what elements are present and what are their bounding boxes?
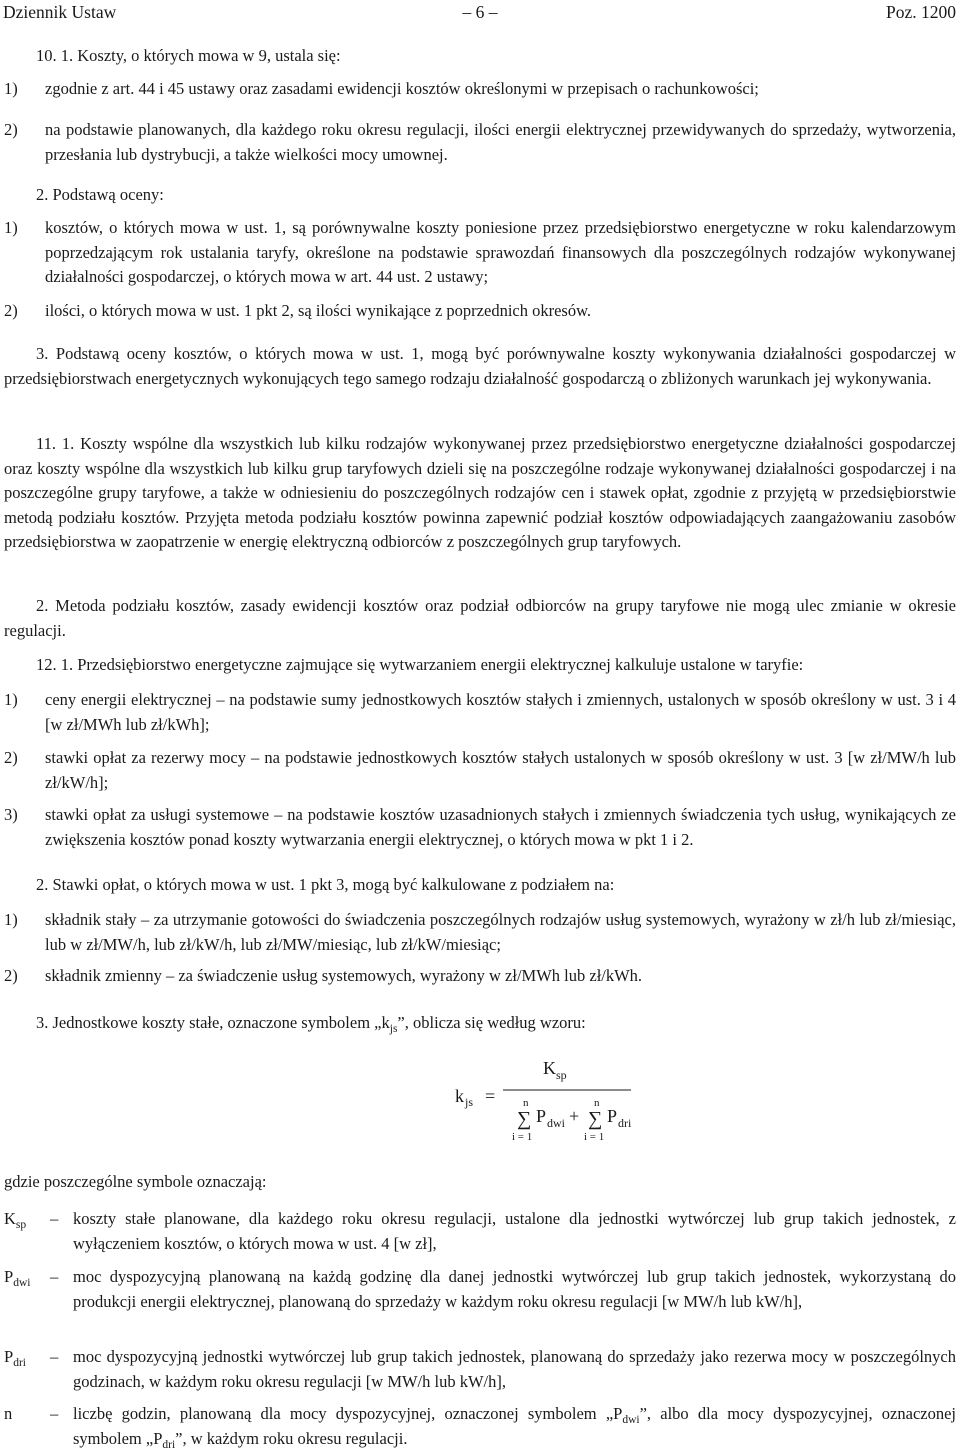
list-item: 3) stawki opłat za usługi systemowe – na podstawie kosztów uzasadnionych stałych i zmiennych świadczenia tych usług, wynikających ze zwiększenia kosztów ponad koszty wytwarzania energii elektrycznej, o których mowa w pkt 1 i 2. [4,805,956,849]
sum-lower-limit: i = 1 [584,1131,605,1143]
journal-title: Dziennik Ustaw [3,2,117,22]
sum-symbol: ∑ [517,1108,532,1130]
sum-lower-limit: i = 1 [512,1131,533,1143]
sum-upper-limit: n [594,1097,600,1109]
paragraph-10-1: 10. 1. Koszty, o których mowa w 9, ustala się: [36,46,341,65]
list-item: 2) składnik zmienny – za świadczenie usług systemowych, wyrażony w zł/MWh lub zł/kWh. [4,966,643,985]
definition-n: n – liczbę godzin, planowaną dla mocy dyspozycyjnej, oznaczonej symbolem $„P_{dwi}$”, albo dla mocy dyspozycyjnej, oznaczonej symbolem $„P_{dri}$”, w każdym roku okresu regulacji. [4,1404,956,1451]
formula-numerator-sub: sp [556,1068,567,1082]
definitions-intro: gdzie poszczególne symbole oznaczają: [4,1172,267,1191]
sum-upper-limit: n [523,1097,529,1109]
page-header [0,0,960,24]
list-item: 1) składnik stały – za utrzymanie gotowości do świadczenia poszczególnych rodzajów usług systemowych, wyrażony w zł/h lub zł/miesiąc, lub w zł/MW/h, lub zł/kW/h, lub zł/MW/miesiąc, lub zł/kW/miesiąc; [4,910,956,954]
list-item: 2) stawki opłat za rezerwy mocy – na podstawie jednostkowych kosztów stałych ustalonych w sposób określony w ust. 3 [w zł/MW/h lub zł/kW/h]; [4,748,956,792]
formula-numerator: K [543,1058,556,1078]
term-pdwi-sub: dwi [547,1116,565,1130]
paragraph-10-2: 2. Podstawą oceny: [36,185,164,204]
term-pdri-sub: dri [618,1116,632,1130]
paragraph-11-1: 11. 1. Koszty wspólne dla wszystkich lub kilku rodzajów wykonywanej przez przedsiębiorstwo energetyczne działalności gospodarczej oraz koszty wspólne dla wszystkich lub kilku grup taryfowych dzieli się na poszczególne rodzaje wykonywanej działalności gospodarczej i na poszczególne grupy taryfowe, a także w odniesieniu do poszczególnych rodzajów cen i stawek opłat, zgodnie z przyjętą w przedsiębiorstwie metodą podziału kosztów. Przyjęta metoda podziału kosztów powinna zapewnić podział kosztów odpowiadających zaangażowaniu zasobów przedsiębiorstwa w zaopatrzenie w energię elektryczną odbiorców z poszczególnych grup taryfowych. [4,434,956,551]
sum-symbol: ∑ [588,1108,603,1130]
paragraph-12-3: 3. Jednostkowe koszty stałe, oznaczone symbolem $„k_{js}$”, oblicza się według wzoru: [36,1013,586,1035]
formula-plus: + [569,1106,580,1126]
paragraph-10-3: 3. Podstawą oceny kosztów, o których mowa w ust. 1, mogą być porównywalne koszty wykonywania działalności gospodarczej w przedsiębiorstwach energetycznych wykonujących tego samego rodzaju działalność gospodarczą o zbliżonych warunkach jej wykonywania. [4,344,956,388]
list-item: 2) ilości, o których mowa w ust. 1 pkt 2, są ilości wynikające z poprzednich okresów. [4,301,592,320]
term-pdri: P [607,1106,618,1126]
paragraph-12-2: 2. Stawki opłat, o których mowa w ust. 1 pkt 3, mogą być kalkulowane z podziałem na: [36,875,615,894]
formula-equals: = [485,1086,496,1106]
page-number: – 6 – [462,2,498,22]
paragraph-12-1: 12. 1. Przedsiębiorstwo energetyczne zajmujące się wytwarzaniem energii elektrycznej kalkuluje ustalone w taryfie: [36,655,804,674]
list-item: 1) zgodnie z art. 44 i 45 ustawy oraz zasadami ewidencji kosztów określonymi w przepisach o rachunkowości; [4,79,759,98]
position-number: Poz. 1200 [886,2,956,22]
formula-lhs-sub: js [465,1095,474,1109]
list-item: 1) kosztów, o których mowa w ust. 1, są porównywalne koszty poniesione przez przedsiębiorstwo energetyczne w roku kalendarzowym poprzedzającym rok ustalania taryfy, określone na podstawie sprawozdań finansowych dla poszczególnych rodzajów wykonywanej działalności gospodarczej, o których mowa w art. 44 ust. 2 ustawy; [4,218,956,286]
definition-ksp: $K_{sp}$ – koszty stałe planowane, dla każdego roku okresu regulacji, ustalone dla jednostki wytwórczej lub grup takich jednostek, z wyłączeniem kosztów, o których mowa w ust. 4 [w zł], [4,1209,956,1253]
term-pdwi: P [536,1106,547,1126]
paragraph-11-2: 2. Metoda podziału kosztów, zasady ewidencji kosztów oraz podział odbiorców na grupy taryfowe nie mogą ulec zmianie w okresie regulacji. [4,596,956,640]
list-item: 1) ceny energii elektrycznej – na podstawie sumy jednostkowych kosztów stałych i zmiennych, ustalonych w sposób określony w ust. 3 i 4 [w zł/MWh lub zł/kWh]; [4,690,956,734]
kjs-formula [455,1054,655,1144]
definition-pdwi: $P_{dwi}$ – moc dyspozycyjną planowaną na każdą godzinę dla danej jednostki wytwórczej lub grup takich jednostek, wykorzystaną do produkcji energii elektrycznej, planowaną do sprzedaży w każdym roku okresu regulacji [w MW/h lub kW/h], [4,1267,956,1311]
list-item: 2) na podstawie planowanych, dla każdego roku okresu regulacji, ilości energii elektrycznej przewidywanych do sprzedaży, wytworzenia, przesłania lub dystrybucji, a także wielkości mocy umownej. [4,120,956,164]
formula-lhs: k [455,1086,464,1106]
definition-pdri: $P_{dri}$ – moc dyspozycyjną jednostki wytwórczej lub grup takich jednostek, planowaną do sprzedaży jako rezerwa mocy w poszczególnych godzinach, w każdym roku okresu regulacji [w MW/h lub kW/h], [4,1347,956,1391]
